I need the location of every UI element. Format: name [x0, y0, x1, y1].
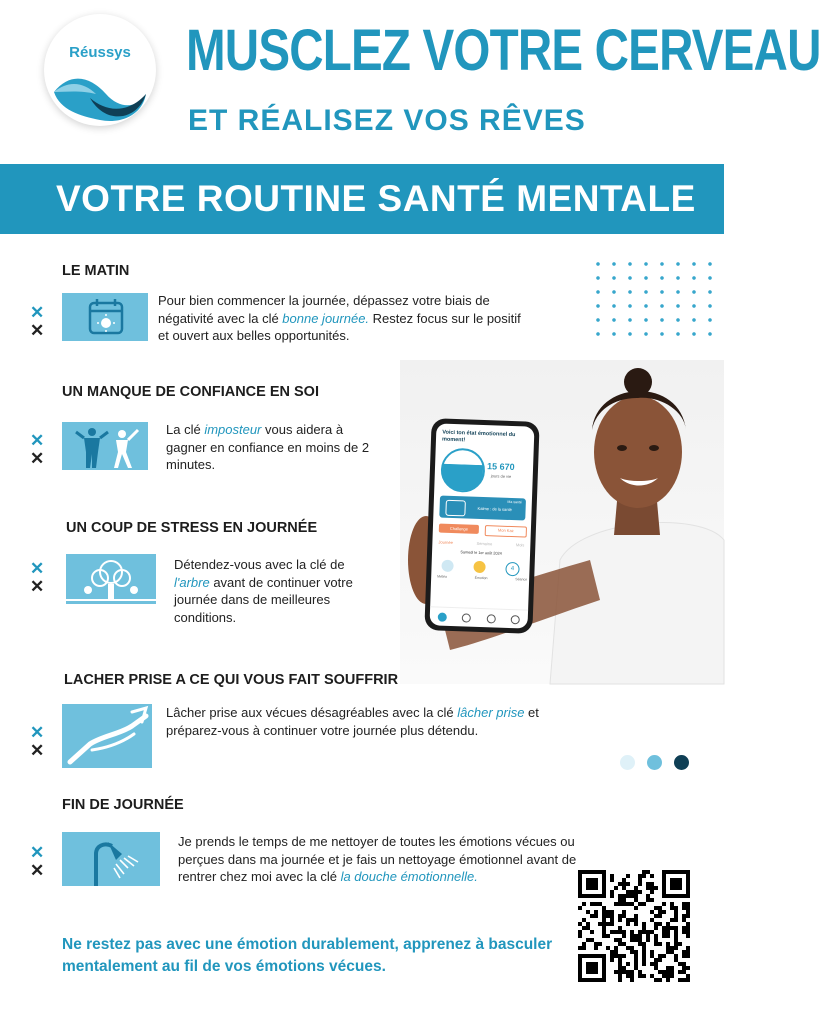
- text-part: La clé: [166, 422, 205, 437]
- phone-stat-label: Météo: [437, 574, 448, 579]
- cross-mark-icon: ✕: [30, 861, 45, 880]
- text-part: Je prends le temps de me nettoyer de toutes les émotions vécues ou perçues dans ma journée et je fais un nettoyage émotionnel avant de rentrer chez moi avec la clé: [178, 834, 577, 884]
- text-part: Lâcher prise aux vécues désagréables avec la clé: [166, 705, 458, 720]
- section-title-fin-journee: FIN DE JOURNÉE: [62, 797, 184, 813]
- hand-icon-box: [62, 704, 152, 768]
- phone-mockup: [424, 418, 539, 634]
- key-highlight: imposteur: [204, 422, 262, 437]
- key-icon[interactable]: [486, 614, 495, 623]
- qr-code-icon: [578, 870, 690, 982]
- section-text-matin: [158, 292, 530, 345]
- section-text-fin-journee: [178, 833, 588, 886]
- section-title-stress: UN COUP DE STRESS EN JOURNÉE: [66, 520, 318, 536]
- phone-tabs: [438, 539, 524, 547]
- text-part: Détendez-vous avec la clé de: [174, 557, 345, 572]
- phone-date: Samedi le 1er août 2024: [460, 550, 502, 556]
- superhero-icon: [62, 422, 148, 470]
- weather-icon: [441, 560, 453, 572]
- check-mark-icon: ✕: [30, 431, 45, 450]
- footer-text: Ne restez pas avec une émotion durablement, apprenez à basculer mentalement au fil de vos émotions vécues.: [62, 936, 553, 975]
- tree-icon: [66, 554, 156, 604]
- hand-release-icon: [62, 704, 152, 768]
- check-mark-icon: ✕: [30, 723, 45, 742]
- marks-matin: [30, 304, 44, 340]
- main-title: MUSCLEZ VOTRE CERVEAU: [186, 18, 821, 83]
- cross-mark-icon: ✕: [30, 577, 45, 596]
- cross-mark-icon: ✕: [30, 449, 45, 468]
- shower-icon: [62, 832, 160, 886]
- phone-badge: Ma santé: [507, 499, 522, 505]
- shower-icon-box: [62, 832, 160, 886]
- key-highlight: lâcher prise: [457, 705, 525, 720]
- phone-btn-challenge[interactable]: Challenge: [439, 523, 479, 533]
- cross-mark-icon: ✕: [30, 741, 45, 760]
- section-text-lacher-prise: [166, 704, 566, 739]
- hands-heart-icon: [445, 500, 466, 517]
- phone-card-label: Kalme : de la santé: [477, 505, 512, 513]
- text-part: Pour bien commencer la journée, dépassez votre biais de négativité avec la clé: [158, 293, 490, 326]
- key-highlight: la douche émotionnelle.: [340, 869, 478, 884]
- superhero-icon-box: [62, 422, 148, 470]
- marks-stress: [30, 560, 44, 596]
- qr-code[interactable]: [578, 870, 690, 982]
- dot-pattern: [590, 257, 720, 341]
- brand-logo: [44, 14, 156, 126]
- check-mark-icon: ✕: [30, 559, 45, 578]
- phone-stat-label: Séance: [515, 577, 528, 582]
- page-dot-3: [674, 755, 689, 770]
- page-dot-1: [620, 755, 635, 770]
- marks-confiance: [30, 432, 44, 468]
- phone-tab[interactable]: Mois: [515, 542, 525, 548]
- profile-icon[interactable]: [511, 615, 520, 624]
- text-part: avant de continuer votre journée dans de meilleures conditions.: [174, 574, 353, 625]
- section-title-matin: LE MATIN: [62, 263, 130, 279]
- phone-count-label: jours de vie: [490, 473, 512, 479]
- cross-mark-icon: ✕: [30, 321, 45, 340]
- mood-gauge-icon: [440, 448, 486, 494]
- marks-lacher-prise: [30, 724, 44, 760]
- phone-heading: Voici ton état émotionnel du moment!: [441, 429, 516, 444]
- key-highlight: l'arbre: [174, 574, 210, 590]
- sub-title: ET RÉALISEZ VOS RÊVES: [188, 104, 586, 137]
- wave-logo-icon: [50, 64, 150, 124]
- tree-icon-box: [66, 554, 156, 604]
- phone-screen: [430, 423, 535, 628]
- text-part: Restez focus sur le positif et ouvert aux belles opportunités.: [158, 310, 521, 343]
- calendar-icon-box: [62, 293, 148, 341]
- phone-card[interactable]: [439, 496, 526, 521]
- calendar-icon: [62, 293, 148, 341]
- phone-tab[interactable]: Semaine: [476, 540, 493, 547]
- section-title-lacher-prise: LACHER PRISE A CE QUI VOUS FAIT SOUFFRIR: [64, 672, 399, 688]
- check-mark-icon: ✕: [30, 303, 45, 322]
- phone-btn-kaz[interactable]: Mon Kaz: [485, 525, 527, 537]
- section-title-confiance: UN MANQUE DE CONFIANCE EN SOI: [62, 384, 319, 400]
- emotion-icon: [473, 561, 485, 573]
- text-part: vous aidera à gagner en confiance en moins de 2 minutes.: [166, 422, 370, 472]
- phone-tab[interactable]: Journée: [438, 539, 453, 545]
- phone-count: 15 670: [486, 461, 515, 473]
- phone-stat-label: Émotion: [474, 575, 488, 581]
- page-dot-2: [647, 755, 662, 770]
- banner: [0, 164, 724, 234]
- home-icon[interactable]: [437, 612, 446, 621]
- text-part: et préparez-vous à continuer votre journée plus détendu.: [166, 705, 539, 738]
- marks-fin-journee: [30, 844, 44, 880]
- phone-nav-bar: [430, 606, 529, 628]
- phone-stat-number: 4: [505, 562, 519, 576]
- logo-text: Réussys: [69, 44, 131, 61]
- banner-title: VOTRE ROUTINE SANTÉ MENTALE: [56, 178, 696, 219]
- section-text-stress: [174, 556, 374, 626]
- check-mark-icon: ✕: [30, 843, 45, 862]
- key-highlight: bonne journée.: [282, 310, 370, 326]
- globe-icon[interactable]: [462, 613, 471, 622]
- section-text-confiance: [166, 421, 376, 474]
